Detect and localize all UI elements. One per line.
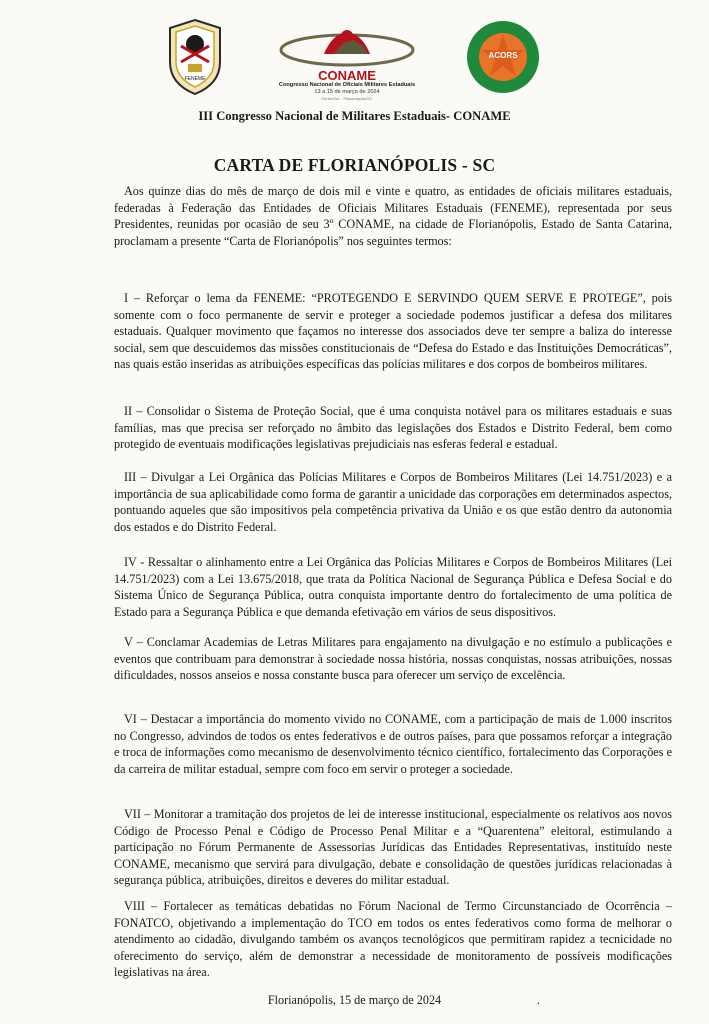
document-title: CARTA DE FLORIANÓPOLIS - SC — [213, 155, 496, 175]
item-paragraph: II – Consolidar o Sistema de Proteção Social, que é uma conquista notável para os militares estaduais e suas famílias, mas que precisa ser reforçado no âmbito das legislações dos Estados e Distrito Federal, bem como protegido de eventuais modificações legislativas prejudiciais nas esferas federal e estadual. — [114, 404, 672, 451]
acors-logo — [466, 20, 540, 94]
item-paragraph: VII – Monitorar a tramitação dos projetos de lei de interesse institucional, especialmente os relativos aos novos Código de Processo Penal e Código de Processo Penal Militar e a “Quarentena” eleitoral, estimulando a participação no Fórum Permanente de Assessorias Jurídicas das Entidades Representativas, instituído neste CONAME, mecanismo que servirá para divulgação, debate e consolidação de questões jurídicas relacionadas à segurança pública, atribuições, direitos e deveres do militar estadual. — [114, 807, 672, 887]
coname-logo — [272, 24, 422, 106]
item-paragraph: I – Reforçar o lema da FENEME: “PROTEGENDO E SERVINDO QUEM SERVE E PROTEGE”, pois somente com o foco permanente de servir e proteger a sociedade podemos justificar a defesa dos militares estaduais. Qualquer movimento que façamos no interesse dos associados deve ter sempre a baliza do interesse social, sem que descuidemos das missões constitucionais de “Defesa do Estado e das Instituições Democráticas”, nas quais estão inseridas as atribuições específicas das polícias militares e dos corpos de bombeiros militares. — [114, 291, 672, 371]
coname-logo-title: CONAME — [318, 68, 376, 83]
trailing-mark: . — [537, 993, 541, 1007]
item-paragraph: VIII – Fortalecer as temáticas debatidas no Fórum Nacional de Termo Circunstanciado de Ocorrência – FONATCO, objetivando a implementação do TCO em todos os entes federativos como forma de melhorar o atendimento ao cidadão, divulgando também os avanços tecnológicos que permitiram rapidez a tecnicidade no oferecimento do serviço, além de demonstrar a necessidade de monitoramento de possíveis modificações legislativas na área. — [114, 899, 672, 979]
coname-logo-venue: CentroSul – Florianópolis/SC — [321, 96, 373, 101]
coname-logo-dates: 13 a 15 de março de 2024 — [314, 89, 380, 95]
coname-logo-subtitle: Congresso Nacional de Oficiais Militares Estaduais — [278, 82, 416, 88]
feneme-logo-text: FENEME — [184, 76, 206, 82]
acors-logo-text: ACORS — [488, 51, 518, 60]
congress-header: III Congresso Nacional de Militares Estaduais- CONAME — [198, 109, 511, 123]
item-paragraph: VI – Destacar a importância do momento vivido no CONAME, com a participação de mais de 1.000 inscritos no Congresso, advindos de todos os entes federativos e de outros países, para que possamos reforçar a integração e troca de informações como mecanismo de desenvolvimento técnico científico, fortalecimento das Corporações e da carreira de militar estadual, sempre com foco em servir o proteger a sociedade. — [114, 712, 672, 776]
item-paragraph: III – Divulgar a Lei Orgânica das Polícias Militares e Corpos de Bombeiros Militares (Lei 14.751/2023) e a importância de sua aplicabilidade como forma de garantir a unicidade das corporações em determinados aspectos, pontuando aqueles que são impositivos pela competência privativa da União e os que estão dentro da autonomia dos estados e do Distrito Federal. — [114, 470, 672, 534]
place-date — [0, 993, 709, 1008]
feneme-logo — [166, 18, 224, 96]
item-paragraph: IV - Ressaltar o alinhamento entre a Lei Orgânica das Polícias Militares e Corpos de Bombeiros Militares (Lei 14.751/2023) com a Lei 13.675/2018, que trata da Política Nacional de Segurança Pública e Defesa Social e do Sistema Único de Segurança Pública, outra conquista importante dentro do fortalecimento de uma política de Estado para a Segurança Pública e que demanda efetivação em vários de seus dispositivos. — [114, 555, 672, 619]
item-paragraph: V – Conclamar Academias de Letras Militares para engajamento na divulgação e no estímulo a publicações e eventos que contribuam para demonstrar à sociedade nossa história, nossas conquistas, nossas atribuições, nossas dificuldades, nossos anseios e nossa constante busca para oferecer um serviço de excelência. — [114, 635, 672, 682]
place-date-text: Florianópolis, 15 de março de 2024 — [267, 993, 442, 1007]
intro-paragraph: Aos quinze dias do mês de março de dois mil e vinte e quatro, as entidades de oficiais militares estaduais, federadas à Federação das Entidades de Oficiais Militares Estaduais (FENEME), representada por seus Presidentes, reunidas por ocasião de seu 3º CONAME, na cidade de Florianópolis, Estado de Santa Catarina, proclamam a presente “Carta de Florianópolis” nos seguintes termos: — [114, 184, 672, 248]
